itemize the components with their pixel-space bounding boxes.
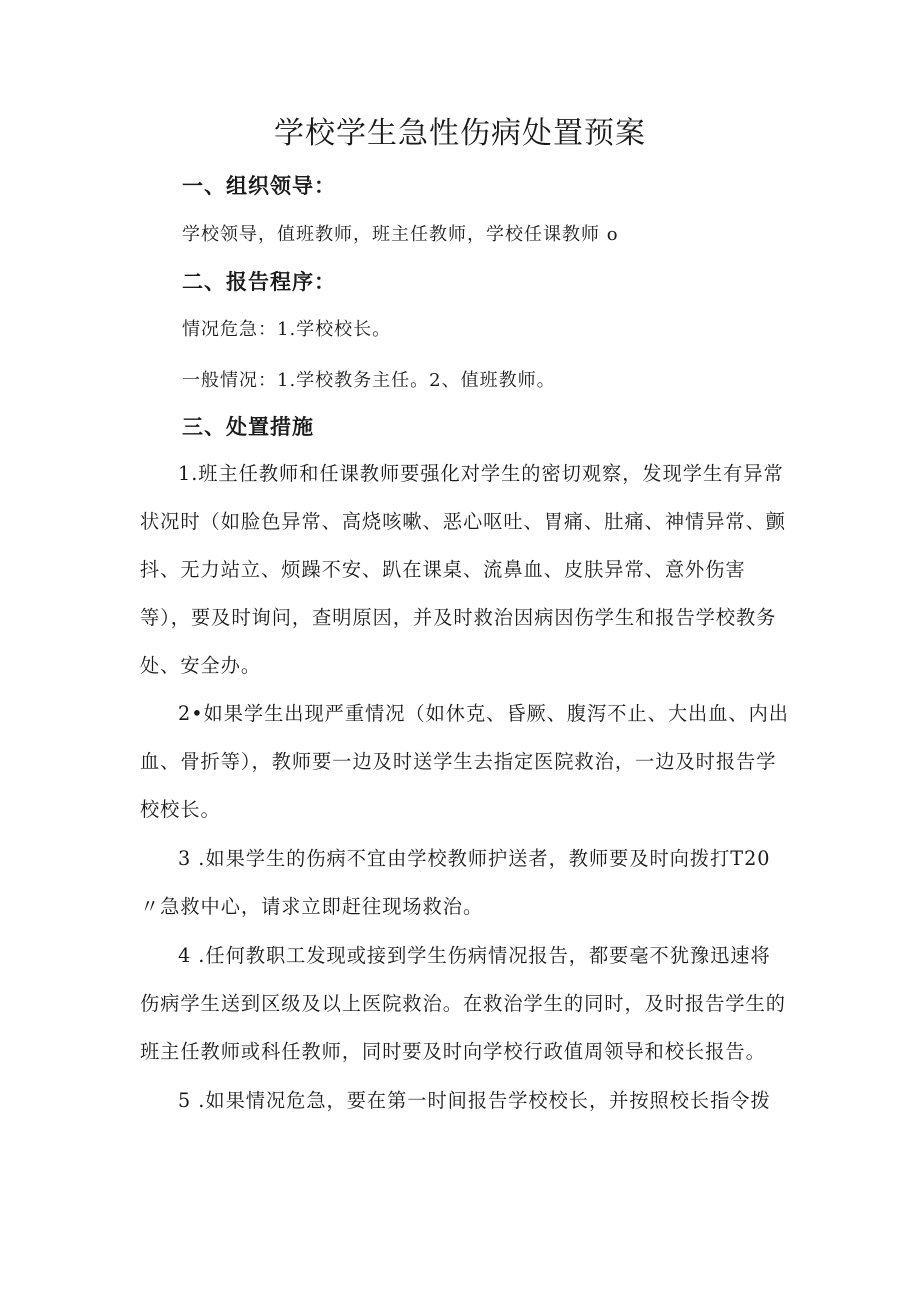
report-line-general: 一般情况：1.学校教务主任。2、值班教师。 <box>182 370 556 391</box>
leadership-text: 学校领导，值班教师，班主任教师，学校任课教师 o <box>182 224 619 245</box>
measure-paragraph-2: 2•如果学生出现严重情况（如休克、昏厥、腹泻不止、大出血、内出血、骨折等），教师要一边及时送学生去指定医院救治，一边及时报告学校校长。 <box>140 702 789 821</box>
section-heading-measures: 三、处置措施 <box>182 415 314 439</box>
measure-paragraph-1: 1.班主任教师和任课教师要强化对学生的密切观察，发现学生有异常状况时（如脸色异常、高烧咳嗽、恶心呕吐、胃痛、肚痛、神情异常、颤抖、无力站立、烦躁不安、趴在课桌、流鼻血、皮肤异常、意外伤害等），要及时询问，查明原因，并及时救治因病因伤学生和报告学校教务处、安全办。 <box>140 462 786 677</box>
report-line-critical: 情况危急：1.学校校长。 <box>182 319 392 340</box>
measure-paragraph-4: 4 .任何教职工发现或接到学生伤病情况报告，都要毫不犹豫迅速将伤病学生送到区级及以上医院救治。在救治学生的同时，及时报告学生的班主任教师或科任教师，同时要及时向学校行政值周领导和校长报告。 <box>140 944 786 1063</box>
section-heading-organization: 一、组织领导： <box>182 174 336 198</box>
document-title: 学校学生急性伤病处置预案 <box>274 116 646 151</box>
section-heading-report: 二、报告程序： <box>182 270 336 294</box>
measure-paragraph-3: 3 .如果学生的伤病不宜由学校教师护送者，教师要及时向拨打T20〃急救中心，请求立即赶往现场救治。 <box>140 847 771 918</box>
measure-paragraph-5: 5 .如果情况危急，要在第一时间报告学校校长，并按照校长指令拨 <box>178 1089 771 1112</box>
